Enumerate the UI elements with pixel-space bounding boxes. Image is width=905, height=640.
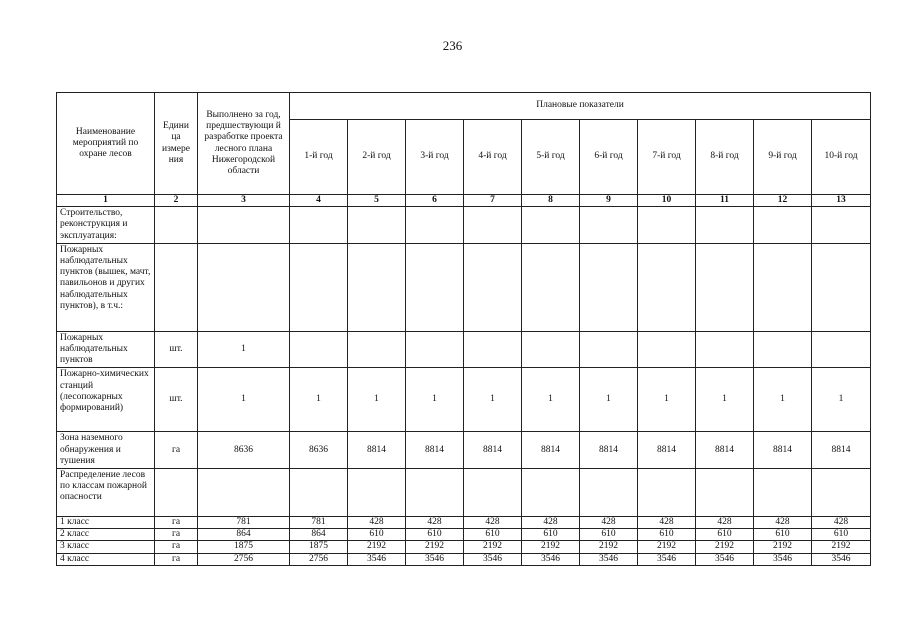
row-year-8-value: 428 — [696, 517, 754, 529]
row-done-value: 2756 — [198, 553, 290, 565]
column-number-7: 7 — [464, 195, 522, 207]
row-year-3-value — [406, 207, 464, 244]
row-done-value: 781 — [198, 517, 290, 529]
row-year-2-value: 3546 — [348, 553, 406, 565]
table-row — [57, 207, 871, 244]
row-year-5-value: 3546 — [522, 553, 580, 565]
row-name: Пожарных наблюдательных пунктов — [57, 331, 155, 368]
row-year-4-value: 610 — [464, 529, 522, 541]
row-year-3-value — [406, 469, 464, 517]
row-year-1-value — [290, 469, 348, 517]
row-done-value: 1 — [198, 331, 290, 368]
column-number-row — [57, 195, 871, 207]
column-number-13: 13 — [812, 195, 871, 207]
row-year-8-value — [696, 331, 754, 368]
row-year-9-value: 2192 — [754, 541, 812, 553]
row-year-10-value — [812, 243, 871, 331]
row-year-8-value: 8814 — [696, 432, 754, 469]
row-year-5-value: 8814 — [522, 432, 580, 469]
row-year-4-value — [464, 243, 522, 331]
row-year-4-value: 1 — [464, 368, 522, 432]
row-name: 3 класс — [57, 541, 155, 553]
row-done-value: 864 — [198, 529, 290, 541]
header-year-3: 3-й год — [406, 120, 464, 195]
row-year-6-value — [580, 331, 638, 368]
column-number-1: 1 — [57, 195, 155, 207]
forest-protection-plan-table — [56, 92, 871, 566]
header-year-6: 6-й год — [580, 120, 638, 195]
row-unit: га — [155, 553, 198, 565]
row-year-2-value — [348, 331, 406, 368]
row-year-7-value: 8814 — [638, 432, 696, 469]
row-year-1-value — [290, 207, 348, 244]
row-year-5-value — [522, 207, 580, 244]
row-name: Зона наземного обнаружения и тушения — [57, 432, 155, 469]
row-year-1-value: 1 — [290, 368, 348, 432]
row-year-3-value: 3546 — [406, 553, 464, 565]
page-number: 236 — [442, 38, 463, 53]
table-row — [57, 432, 871, 469]
table-row — [57, 541, 871, 553]
row-name: 4 класс — [57, 553, 155, 565]
table-row — [57, 469, 871, 517]
row-year-10-value: 610 — [812, 529, 871, 541]
row-name: 2 класс — [57, 529, 155, 541]
row-done-value — [198, 243, 290, 331]
row-name: Пожарных наблюдательных пунктов (вышек, мачт, павильонов и других наблюдательных пунктов), в т.ч.: — [57, 243, 155, 331]
row-year-2-value — [348, 207, 406, 244]
row-year-1-value — [290, 331, 348, 368]
row-year-10-value: 2192 — [812, 541, 871, 553]
row-year-10-value: 8814 — [812, 432, 871, 469]
row-year-1-value: 1875 — [290, 541, 348, 553]
row-year-9-value: 8814 — [754, 432, 812, 469]
header-year-9: 9-й год — [754, 120, 812, 195]
row-year-3-value: 2192 — [406, 541, 464, 553]
row-unit: шт. — [155, 331, 198, 368]
row-year-8-value — [696, 243, 754, 331]
row-year-8-value — [696, 207, 754, 244]
column-number-5: 5 — [348, 195, 406, 207]
row-name: 1 класс — [57, 517, 155, 529]
row-year-7-value — [638, 207, 696, 244]
row-year-3-value — [406, 331, 464, 368]
row-year-8-value: 610 — [696, 529, 754, 541]
row-year-9-value: 1 — [754, 368, 812, 432]
row-year-3-value: 428 — [406, 517, 464, 529]
row-name: Строительство, реконструкция и эксплуатация: — [57, 207, 155, 244]
row-year-7-value: 3546 — [638, 553, 696, 565]
row-year-4-value: 8814 — [464, 432, 522, 469]
row-year-7-value — [638, 469, 696, 517]
row-year-6-value: 1 — [580, 368, 638, 432]
row-year-5-value — [522, 243, 580, 331]
row-year-7-value — [638, 331, 696, 368]
header-year-10: 10-й год — [812, 120, 871, 195]
table-row — [57, 368, 871, 432]
row-year-8-value — [696, 469, 754, 517]
column-number-4: 4 — [290, 195, 348, 207]
row-year-10-value: 3546 — [812, 553, 871, 565]
row-year-5-value — [522, 469, 580, 517]
row-year-4-value — [464, 469, 522, 517]
row-unit — [155, 243, 198, 331]
row-year-5-value — [522, 331, 580, 368]
row-year-8-value: 1 — [696, 368, 754, 432]
row-unit: шт. — [155, 368, 198, 432]
row-year-2-value: 8814 — [348, 432, 406, 469]
row-year-6-value: 610 — [580, 529, 638, 541]
header-planned-indicators: Плановые показатели — [290, 93, 871, 120]
header-done-previous-year: Выполнено за год, предшествующи й разработке проекта лесного плана Нижегородской области — [198, 93, 290, 195]
row-year-9-value — [754, 331, 812, 368]
row-year-5-value: 1 — [522, 368, 580, 432]
table-row — [57, 243, 871, 331]
header-unit: Едини ца измере ния — [155, 93, 198, 195]
row-year-7-value: 2192 — [638, 541, 696, 553]
header-year-8: 8-й год — [696, 120, 754, 195]
row-year-2-value: 428 — [348, 517, 406, 529]
row-year-6-value: 2192 — [580, 541, 638, 553]
column-number-8: 8 — [522, 195, 580, 207]
row-done-value: 8636 — [198, 432, 290, 469]
row-year-4-value: 3546 — [464, 553, 522, 565]
row-year-9-value — [754, 469, 812, 517]
header-year-7: 7-й год — [638, 120, 696, 195]
row-year-1-value: 864 — [290, 529, 348, 541]
header-year-5: 5-й год — [522, 120, 580, 195]
row-year-3-value: 1 — [406, 368, 464, 432]
row-year-2-value — [348, 243, 406, 331]
row-unit — [155, 207, 198, 244]
row-year-7-value: 610 — [638, 529, 696, 541]
row-year-1-value — [290, 243, 348, 331]
row-year-1-value: 8636 — [290, 432, 348, 469]
row-unit — [155, 469, 198, 517]
row-year-5-value: 610 — [522, 529, 580, 541]
column-number-12: 12 — [754, 195, 812, 207]
row-year-2-value: 1 — [348, 368, 406, 432]
row-year-9-value: 428 — [754, 517, 812, 529]
row-done-value — [198, 469, 290, 517]
row-year-4-value: 2192 — [464, 541, 522, 553]
row-name: Пожарно-химических станций (лесопожарных формирований) — [57, 368, 155, 432]
row-year-6-value — [580, 469, 638, 517]
column-number-6: 6 — [406, 195, 464, 207]
row-year-6-value: 8814 — [580, 432, 638, 469]
row-year-10-value: 1 — [812, 368, 871, 432]
column-number-10: 10 — [638, 195, 696, 207]
column-number-3: 3 — [198, 195, 290, 207]
column-number-11: 11 — [696, 195, 754, 207]
row-year-4-value — [464, 207, 522, 244]
row-year-6-value: 3546 — [580, 553, 638, 565]
row-year-3-value: 8814 — [406, 432, 464, 469]
row-done-value: 1 — [198, 368, 290, 432]
row-year-6-value — [580, 243, 638, 331]
row-year-7-value — [638, 243, 696, 331]
row-year-1-value: 2756 — [290, 553, 348, 565]
table-row — [57, 553, 871, 565]
row-name: Распределение лесов по классам пожарной опасности — [57, 469, 155, 517]
table-row — [57, 529, 871, 541]
column-number-2: 2 — [155, 195, 198, 207]
row-year-4-value — [464, 331, 522, 368]
row-unit: га — [155, 432, 198, 469]
row-unit: га — [155, 529, 198, 541]
row-done-value: 1875 — [198, 541, 290, 553]
table-row — [57, 331, 871, 368]
row-year-9-value: 3546 — [754, 553, 812, 565]
row-year-2-value: 610 — [348, 529, 406, 541]
row-year-1-value: 781 — [290, 517, 348, 529]
row-year-9-value — [754, 207, 812, 244]
row-year-7-value: 428 — [638, 517, 696, 529]
row-year-2-value: 2192 — [348, 541, 406, 553]
row-year-4-value: 428 — [464, 517, 522, 529]
row-year-10-value: 428 — [812, 517, 871, 529]
row-year-9-value: 610 — [754, 529, 812, 541]
row-year-10-value — [812, 469, 871, 517]
row-unit: га — [155, 541, 198, 553]
row-year-2-value — [348, 469, 406, 517]
table-header — [57, 93, 871, 207]
row-year-8-value: 2192 — [696, 541, 754, 553]
row-year-6-value: 428 — [580, 517, 638, 529]
row-year-8-value: 3546 — [696, 553, 754, 565]
row-done-value — [198, 207, 290, 244]
header-year-2: 2-й год — [348, 120, 406, 195]
row-year-3-value — [406, 243, 464, 331]
header-year-4: 4-й год — [464, 120, 522, 195]
table-body — [57, 207, 871, 566]
row-unit: га — [155, 517, 198, 529]
row-year-10-value — [812, 331, 871, 368]
header-year-1: 1-й год — [290, 120, 348, 195]
row-year-9-value — [754, 243, 812, 331]
row-year-5-value: 2192 — [522, 541, 580, 553]
column-number-9: 9 — [580, 195, 638, 207]
row-year-5-value: 428 — [522, 517, 580, 529]
row-year-10-value — [812, 207, 871, 244]
row-year-7-value: 1 — [638, 368, 696, 432]
row-year-6-value — [580, 207, 638, 244]
row-year-3-value: 610 — [406, 529, 464, 541]
header-activity-name: Наименование мероприятий по охране лесов — [57, 93, 155, 195]
table-row — [57, 517, 871, 529]
